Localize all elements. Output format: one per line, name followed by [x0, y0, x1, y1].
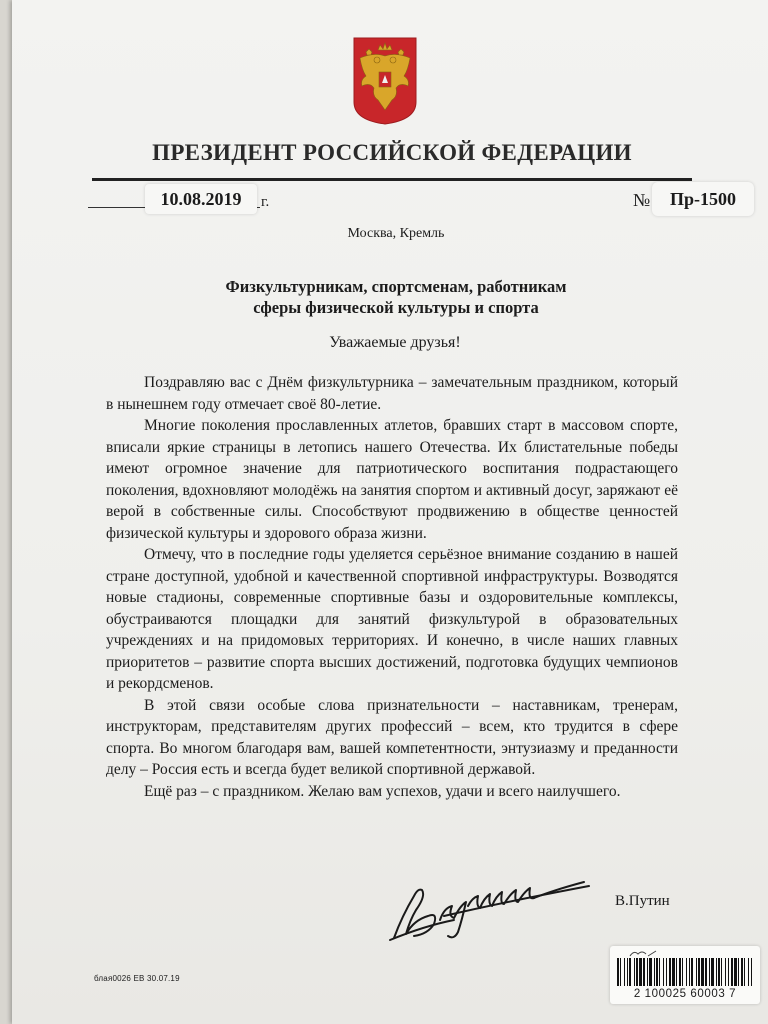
signer-name: В.Путин [615, 893, 670, 909]
barcode-bar [741, 958, 743, 986]
barcode-bar [698, 958, 700, 986]
barcode-bar [711, 958, 714, 986]
handwritten-signature [384, 876, 594, 946]
barcode-bar [647, 958, 648, 986]
barcode-bar [721, 958, 722, 986]
barcode-number: 2 100025 60003 7 [633, 988, 737, 1000]
paragraph: Поздравляю вас с Днём физкультурника – замечательным праздником, который в нынешнем году отмечает своё 80-летие. [106, 374, 678, 413]
barcode-bar [728, 958, 729, 986]
barcode-bar [734, 958, 737, 986]
seal-logo-icon [628, 948, 658, 958]
barcode-bar [629, 958, 631, 986]
coat-of-arms-emblem [352, 36, 418, 126]
barcode-bar [649, 958, 652, 986]
barcode-bar [751, 958, 752, 986]
barcode-bar [731, 958, 733, 986]
barcode-bar [705, 958, 707, 986]
barcode-bar [617, 958, 619, 986]
barcode-bar [624, 958, 625, 986]
document-number: Пр-1500 [652, 182, 754, 216]
barcode-bar [659, 958, 660, 986]
paragraph: Многие поколения прославленных атлетов, бравших старт в массовом спорте, вписали яркие страницы в летопись нашего Отечества. Их блистательные победы имеют огромное значение для патриотического воспитания подрастающего поколения, вдохновляют молодёжь на занятия спортом и активный досуг, заряжают её верой в собственные силы. Способствуют продвижению в обществе ценностей физической культуры и здорового образа жизни. [106, 417, 678, 542]
document-date: 10.08.2019 [145, 184, 257, 214]
barcode-bar [639, 958, 642, 986]
form-code: блая0026 ЕВ 30.07.19 [94, 974, 180, 983]
barcode-bar [627, 958, 628, 986]
letter-body [106, 372, 678, 802]
barcode-bar [679, 958, 681, 986]
barcode-bar [656, 958, 658, 986]
barcode-bar [718, 958, 720, 986]
paragraph: В этой связи особые слова признательности – наставникам, тренерам, инструкторам, представителям других профессий – всем, кто трудится в сфере спорта. Во многом благодаря вам, вашей компетентности, энтузиазму и преданности делу – Россия есть и всегда будет великой спортивной державой. [106, 696, 678, 778]
barcode-bar [738, 958, 739, 986]
barcode-bar [744, 958, 745, 986]
barcode-bar [689, 958, 690, 986]
barcode-bar [676, 958, 677, 986]
addressee-line: Физкультурникам, спортсменам, работникам [225, 277, 567, 296]
barcode-bar [672, 958, 675, 986]
barcode-bar [654, 958, 655, 986]
salutation: Уважаемые друзья! [329, 334, 461, 351]
date-suffix: г. [261, 194, 270, 210]
barcode-bar [748, 958, 749, 986]
paragraph: Ещё раз – с праздником. Желаю вам успехов, удачи и всего наилучшего. [144, 782, 621, 800]
addressee-line: сферы физической культуры и спорта [253, 298, 539, 317]
barcode-bar [691, 958, 693, 986]
barcode-bar [666, 958, 667, 986]
barcode-bar [696, 958, 697, 986]
barcode-label [610, 946, 760, 1004]
barcode-bar [686, 958, 687, 986]
number-sign: № [633, 190, 651, 210]
issuer-title: ПРЕЗИДЕНТ РОССИЙСКОЙ ФЕДЕРАЦИИ [152, 140, 632, 165]
barcode-bar [620, 958, 621, 986]
barcode-bar [634, 958, 635, 986]
barcode-bar [716, 958, 717, 986]
barcode-bar [682, 958, 683, 986]
letter-sheet [12, 0, 768, 1024]
issue-place: Москва, Кремль [347, 226, 445, 241]
header-rule [92, 178, 692, 181]
barcode-bar [663, 958, 664, 986]
addressee [12, 276, 768, 318]
barcode-bar [701, 958, 704, 986]
barcode-bar [725, 958, 726, 986]
barcode-bar [636, 958, 638, 986]
barcode-bar [709, 958, 710, 986]
barcode-bar [669, 958, 671, 986]
barcode-icon [616, 958, 754, 986]
paragraph: Отмечу, что в последние годы уделяется серьёзное внимание созданию в нашей стране доступной, удобной и качественной спортивной инфраструктуры. Возводятся новые стадионы, современные спортивные базы и оздоровительные комплексы, обустраиваются площадки для занятий физкультурой в образовательных учреждениях и на придомовых территориях. И конечно, в числе наших главных приоритетов – развитие спорта высших достижений, подготовка будущих чемпионов и рекордсменов. [106, 546, 678, 692]
barcode-bar [643, 958, 645, 986]
